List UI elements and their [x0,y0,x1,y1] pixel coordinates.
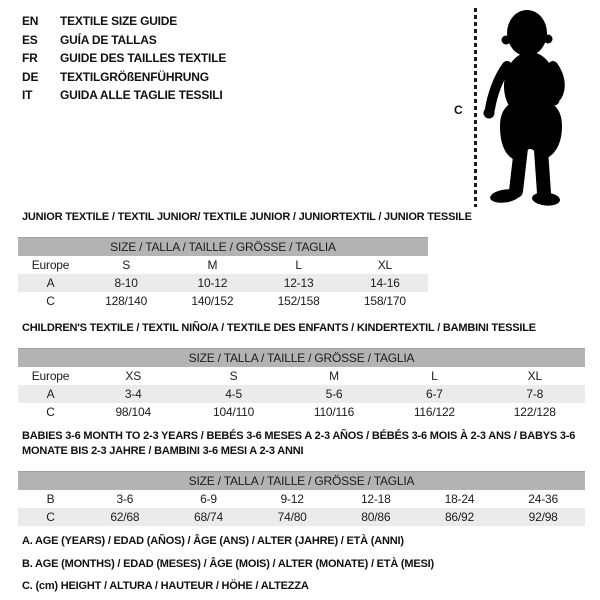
table-cell: L [431,369,438,383]
table-row [18,292,428,310]
table-row [18,256,428,274]
size-table [18,348,585,421]
table-header: SIZE / TALLA / TAILLE / GRÖSSE / TAGLIA [18,472,585,491]
row-label: C [46,405,55,419]
table-cell: 104/110 [213,405,255,419]
table-cell: 3-6 [116,492,134,506]
table-row [18,367,585,385]
table-cell: 4-5 [183,385,283,403]
baby-silhouette-icon [483,8,579,207]
language-label: GUÍA DE TALLAS [60,32,157,47]
size-table-section [18,429,585,526]
size-table-section [18,321,585,421]
table-row [18,508,585,526]
size-table-section [18,210,585,310]
language-code: FR [22,51,38,66]
language-row [22,86,226,105]
table-cell: 110/116 [313,405,355,419]
table-cell: 128/140 [105,294,148,308]
table-cell: 12-18 [360,492,391,506]
language-label: TEXTILGRÖßENFÜHRUNG [60,69,209,84]
legend-item: A. AGE (YEARS) / EDAD (AÑOS) / ÂGE (ANS) / ALTER (JAHRE) / ETÀ (ANNI) [22,535,404,547]
table-title: JUNIOR TEXTILE / TEXTIL JUNIOR/ TEXTILE JUNIOR / JUNIORTEXTIL / JUNIOR TESSILE [22,211,472,223]
row-label: C [18,508,83,526]
language-row [22,31,226,50]
language-label: GUIDA ALLE TAGLIE TESSILI [60,88,223,103]
table-header: SIZE / TALLA / TAILLE / GRÖSSE / TAGLIA [18,349,585,368]
row-label: A [18,385,83,403]
language-label: GUIDE DES TAILLES TEXTILE [60,51,227,66]
language-code: DE [22,69,39,84]
table-cell: 9-12 [280,492,304,506]
table-cell: S [229,369,238,383]
language-code: IT [22,88,33,103]
row-label: A [18,274,83,292]
legend-item: C. (cm) HEIGHT / ALTURA / HAUTEUR / HÖHE / ALTEZZA [22,580,309,593]
language-list [22,12,226,105]
table-cell: M [329,369,339,383]
table-row [18,385,585,403]
table-cell: 86/92 [418,508,502,526]
table-title: BABIES 3-6 MONTH TO 2-3 YEARS / BEBÉS 3-6 MESES A 2-3 AÑOS / BÉBÉS 3-6 MOIS À 2-3 ANS / BABYS 3-6 MONATE BIS 2-3 JAHRE / BAMBINI 3-6 MESI A 2-3 ANNI [22,430,576,457]
legend-item: B. AGE (MONTHS) / EDAD (MESES) / ÂGE (MOIS) / ALTER (MONATE) / ETÀ (MESI) [22,557,434,570]
table-cell: 6-9 [200,492,217,506]
table-cell: 8-10 [83,274,169,292]
table-cell: L [295,258,302,272]
table-cell: 12-13 [256,274,342,292]
size-table [18,237,428,310]
table-cell: 140/152 [191,294,234,308]
table-cell: XS [125,369,141,383]
language-row [22,68,226,87]
table-cell: 6-7 [384,385,484,403]
table-cell: 116/122 [413,405,455,419]
language-code: ES [22,32,38,47]
table-cell: 24-36 [528,492,558,506]
table-title: CHILDREN'S TEXTILE / TEXTIL NIÑO/A / TEXTILE DES ENFANTS / KINDERTEXTIL / BAMBINI TESSILE [22,322,536,334]
table-row [18,490,585,508]
table-cell: 92/98 [501,508,585,526]
language-label: TEXTILE SIZE GUIDE [60,14,178,28]
table-cell: 74/80 [250,508,334,526]
table-header: SIZE / TALLA / TAILLE / GRÖSSE / TAGLIA [18,238,428,257]
legend [22,530,434,598]
table-cell: 7-8 [485,385,585,403]
language-row [22,49,226,68]
table-cell: 152/158 [277,294,320,308]
table-cell: M [207,258,218,272]
table-cell: 18-24 [444,492,475,506]
table-cell: XL [527,369,542,383]
language-code: EN [22,14,39,28]
table-row [18,274,428,292]
table-cell: 14-16 [342,274,428,292]
table-cell: 10-12 [169,274,255,292]
table-cell: 5-6 [284,385,384,403]
row-label: Europe [31,258,70,272]
table-cell: 68/74 [167,508,251,526]
language-row [22,12,226,31]
table-cell: 98/104 [115,405,151,419]
table-row [18,403,585,421]
table-cell: 62/68 [83,508,167,526]
row-label: B [46,492,55,506]
height-measure-dashed-line [474,8,477,207]
table-cell: S [122,258,131,272]
height-measure-label: C [454,103,463,117]
table-cell: 3-4 [83,385,183,403]
table-cell: XL [377,258,393,272]
table-cell: 158/170 [363,294,406,308]
table-cell: 122/128 [513,405,556,419]
size-tables [18,210,585,537]
size-table [18,471,585,526]
table-cell: 80/86 [334,508,418,526]
row-label: C [46,294,55,308]
row-label: Europe [31,369,70,383]
